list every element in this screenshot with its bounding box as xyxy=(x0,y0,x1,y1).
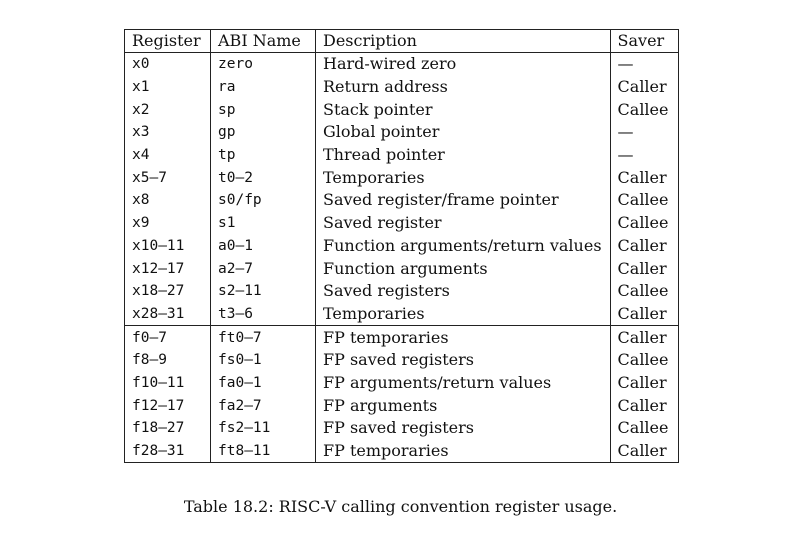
description-cell: Hard-wired zero xyxy=(316,53,611,76)
saver-cell: Caller xyxy=(610,166,678,189)
saver-cell: Callee xyxy=(610,280,678,303)
description-cell: Temporaries xyxy=(316,166,611,189)
table-row xyxy=(125,440,679,463)
table-row xyxy=(125,144,679,167)
description-cell: Temporaries xyxy=(316,303,611,326)
saver-cell: — xyxy=(610,144,678,167)
register-cell: f18–27 xyxy=(125,417,211,440)
table-row xyxy=(125,189,679,212)
table-row xyxy=(125,417,679,440)
abi-name-cell: fa0–1 xyxy=(211,372,316,395)
register-cell: x12–17 xyxy=(125,257,211,280)
fp-registers xyxy=(125,326,679,463)
saver-cell: — xyxy=(610,53,678,76)
header-row xyxy=(125,30,679,53)
table-row xyxy=(125,349,679,372)
header-description: Description xyxy=(316,30,611,53)
saver-cell: Caller xyxy=(610,394,678,417)
abi-name-cell: tp xyxy=(211,144,316,167)
table-row xyxy=(125,212,679,235)
saver-cell: Caller xyxy=(610,235,678,258)
register-cell: x9 xyxy=(125,212,211,235)
register-cell: x8 xyxy=(125,189,211,212)
description-cell: FP temporaries xyxy=(316,326,611,349)
description-cell: Stack pointer xyxy=(316,98,611,121)
description-cell: Saved registers xyxy=(316,280,611,303)
table-caption: Table 18.2: RISC-V calling convention register usage. xyxy=(183,497,618,516)
abi-name-cell: zero xyxy=(211,53,316,76)
register-cell: x18–27 xyxy=(125,280,211,303)
table-row xyxy=(125,257,679,280)
abi-name-cell: s2–11 xyxy=(211,280,316,303)
abi-name-cell: ra xyxy=(211,76,316,99)
abi-name-cell: fa2–7 xyxy=(211,394,316,417)
saver-cell: Callee xyxy=(610,189,678,212)
saver-cell: Caller xyxy=(610,76,678,99)
register-cell: x10–11 xyxy=(125,235,211,258)
abi-name-cell: t3–6 xyxy=(211,303,316,326)
saver-cell: Caller xyxy=(610,440,678,463)
description-cell: Global pointer xyxy=(316,121,611,144)
register-cell: f28–31 xyxy=(125,440,211,463)
description-cell: FP arguments/return values xyxy=(316,372,611,395)
table-header xyxy=(125,30,679,53)
abi-name-cell: sp xyxy=(211,98,316,121)
register-table xyxy=(124,29,679,463)
abi-name-cell: fs2–11 xyxy=(211,417,316,440)
saver-cell: Caller xyxy=(610,257,678,280)
register-cell: x28–31 xyxy=(125,303,211,326)
saver-cell: Callee xyxy=(610,417,678,440)
register-cell: f8–9 xyxy=(125,349,211,372)
abi-name-cell: s1 xyxy=(211,212,316,235)
saver-cell: Callee xyxy=(610,212,678,235)
table-row xyxy=(125,372,679,395)
abi-name-cell: gp xyxy=(211,121,316,144)
abi-name-cell: fs0–1 xyxy=(211,349,316,372)
description-cell: Return address xyxy=(316,76,611,99)
register-cell: x4 xyxy=(125,144,211,167)
table-row xyxy=(125,326,679,349)
abi-name-cell: ft8–11 xyxy=(211,440,316,463)
integer-registers xyxy=(125,53,679,326)
saver-cell: Callee xyxy=(610,349,678,372)
table-row xyxy=(125,303,679,326)
description-cell: FP arguments xyxy=(316,394,611,417)
abi-name-cell: a2–7 xyxy=(211,257,316,280)
abi-name-cell: t0–2 xyxy=(211,166,316,189)
table-row xyxy=(125,121,679,144)
register-cell: x2 xyxy=(125,98,211,121)
saver-cell: Caller xyxy=(610,326,678,349)
abi-name-cell: ft0–7 xyxy=(211,326,316,349)
abi-name-cell: a0–1 xyxy=(211,235,316,258)
table-row xyxy=(125,235,679,258)
description-cell: FP temporaries xyxy=(316,440,611,463)
register-cell: f10–11 xyxy=(125,372,211,395)
register-cell: x3 xyxy=(125,121,211,144)
table-row xyxy=(125,394,679,417)
description-cell: Function arguments xyxy=(316,257,611,280)
register-cell: x1 xyxy=(125,76,211,99)
header-abi-name: ABI Name xyxy=(211,30,316,53)
abi-name-cell: s0/fp xyxy=(211,189,316,212)
saver-cell: — xyxy=(610,121,678,144)
register-cell: f0–7 xyxy=(125,326,211,349)
description-cell: Saved register xyxy=(316,212,611,235)
description-cell: FP saved registers xyxy=(316,349,611,372)
register-cell: x0 xyxy=(125,53,211,76)
description-cell: FP saved registers xyxy=(316,417,611,440)
header-register: Register xyxy=(125,30,211,53)
saver-cell: Callee xyxy=(610,98,678,121)
saver-cell: Caller xyxy=(610,372,678,395)
register-cell: x5–7 xyxy=(125,166,211,189)
description-cell: Thread pointer xyxy=(316,144,611,167)
table-row xyxy=(125,280,679,303)
description-cell: Function arguments/return values xyxy=(316,235,611,258)
saver-cell: Caller xyxy=(610,303,678,326)
description-cell: Saved register/frame pointer xyxy=(316,189,611,212)
header-saver: Saver xyxy=(610,30,678,53)
table-row xyxy=(125,76,679,99)
table-row xyxy=(125,166,679,189)
register-cell: f12–17 xyxy=(125,394,211,417)
table-row xyxy=(125,53,679,76)
table-row xyxy=(125,98,679,121)
